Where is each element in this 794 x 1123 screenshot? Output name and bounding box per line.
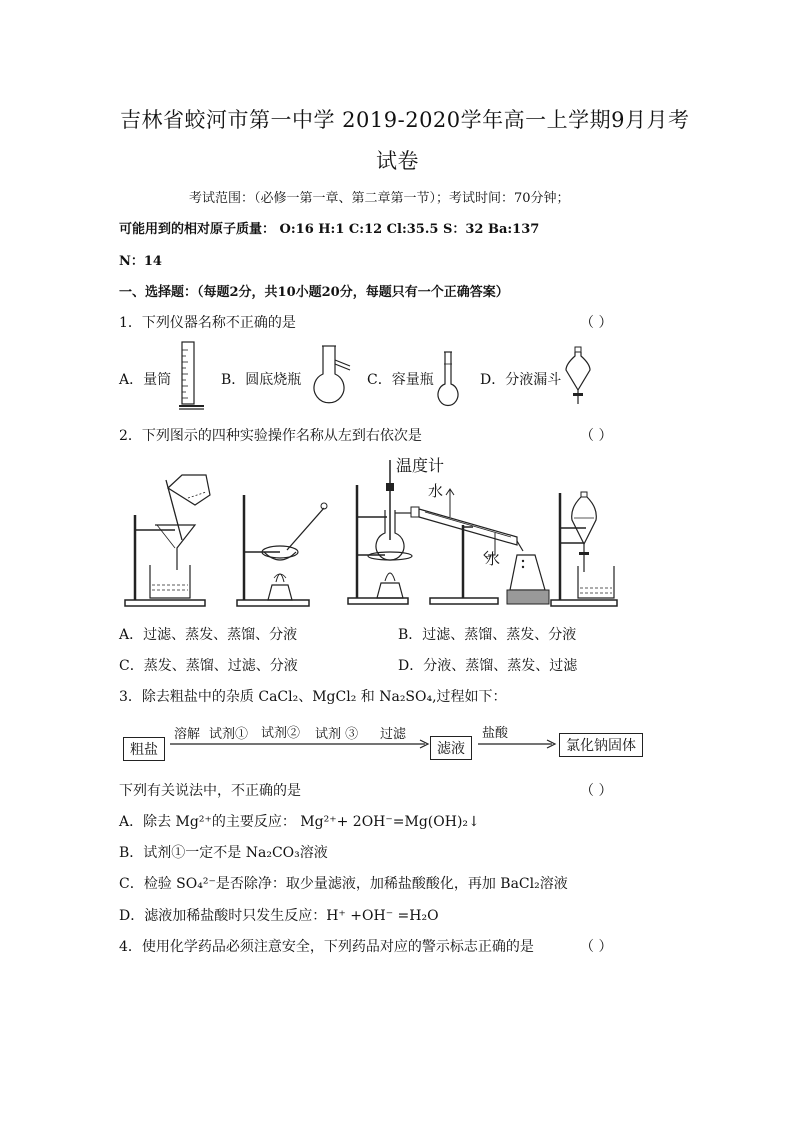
exam-info: 考试范围：（必修一第一章、第二章第一节）；考试时间：70分钟； bbox=[189, 191, 570, 206]
q4-stem: 4．使用化学药品必须注意安全，下列药品对应的警示标志正确的是 bbox=[119, 939, 534, 955]
q3-stem: 3．除去粗盐中的杂质 CaCl₂、MgCl₂ 和 Na₂SO₄,过程如下： bbox=[119, 689, 507, 705]
q3-option-c: C．检验 SO₄²⁻是否除净：取少量滤液，加稀盐酸酸化，再加 BaCl₂溶液 bbox=[119, 876, 568, 892]
q1-option-a: A．量筒 bbox=[119, 372, 172, 388]
graduated-cylinder-icon bbox=[178, 340, 208, 412]
q2-option-d: D．分液、蒸馏、蒸发、过滤 bbox=[398, 658, 578, 674]
q1-option-b: B．圆底烧瓶 bbox=[221, 372, 302, 388]
atomic-mass-line1: 可能用到的相对原子质量： O:16 H:1 C:12 Cl:35.5 S：32 Ba:137 bbox=[119, 222, 540, 237]
flow-arrow-2 bbox=[478, 740, 558, 750]
q3-sub-stem: 下列有关说法中，不正确的是 bbox=[119, 783, 301, 799]
flow-step-hcl: 盐酸 bbox=[482, 726, 509, 741]
section-heading: 一、选择题：（每题2分，共10小题20分，每题只有一个正确答案） bbox=[119, 285, 509, 300]
q4-answer-blank: （ ） bbox=[580, 939, 613, 955]
water-inlet-bottom-label: 水 bbox=[485, 550, 501, 568]
filtration-apparatus-icon bbox=[120, 470, 220, 610]
page-title-line2: 试卷 bbox=[376, 149, 419, 173]
evaporation-apparatus-icon bbox=[232, 490, 332, 610]
separation-apparatus-icon bbox=[548, 488, 628, 610]
q2-stem: 2．下列图示的四种实验操作名称从左到右依次是 bbox=[119, 428, 422, 444]
q2-option-a: A．过滤、蒸发、蒸馏、分液 bbox=[119, 627, 298, 643]
q3-option-a: A．除去 Mg²⁺的主要反应： Mg²⁺+ 2OH⁻=Mg(OH)₂↓ bbox=[119, 814, 480, 830]
flow-step-dissolve: 溶解 bbox=[174, 727, 201, 742]
q1-option-d: D．分液漏斗 bbox=[480, 372, 562, 388]
q3-option-d: D．滤液加稀盐酸时只发生反应：H⁺ +OH⁻ =H₂O bbox=[119, 908, 439, 924]
q2-answer-blank: （ ） bbox=[580, 428, 613, 444]
atomic-mass-line2: N：14 bbox=[119, 254, 162, 269]
q1-stem: 1．下列仪器名称不正确的是 bbox=[119, 315, 296, 331]
flow-box-crude-salt: 粗盐 bbox=[123, 737, 165, 761]
flow-step-reagent1: 试剂① bbox=[209, 727, 249, 742]
separatory-funnel-icon bbox=[560, 346, 596, 408]
q1-option-c: C．容量瓶 bbox=[367, 372, 434, 388]
q3-option-b: B．试剂①一定不是 Na₂CO₃溶液 bbox=[119, 845, 328, 861]
volumetric-flask-icon bbox=[436, 350, 460, 410]
q2-option-c: C．蒸发、蒸馏、过滤、分液 bbox=[119, 658, 298, 674]
q2-option-b: B．过滤、蒸馏、蒸发、分液 bbox=[398, 627, 577, 643]
water-inlet-top-label: 水 bbox=[428, 482, 444, 500]
flow-box-filtrate: 滤液 bbox=[430, 736, 472, 760]
q1-answer-blank: （ ） bbox=[580, 315, 613, 331]
page-title-line1: 吉林省蛟河市第一中学 2019-2020学年高一上学期9月月考 bbox=[120, 108, 690, 132]
distillation-apparatus-icon bbox=[345, 455, 555, 610]
flow-step-reagent2: 试剂② bbox=[261, 726, 301, 741]
q3-answer-blank: （ ） bbox=[580, 783, 613, 799]
flow-step-filter: 过滤 bbox=[380, 727, 407, 742]
round-bottom-flask-icon bbox=[306, 344, 356, 410]
thermometer-label: 温度计 bbox=[396, 456, 445, 475]
flow-box-nacl-solid: 氯化钠固体 bbox=[559, 733, 643, 757]
flow-step-reagent3: 试剂 ③ bbox=[315, 727, 359, 742]
